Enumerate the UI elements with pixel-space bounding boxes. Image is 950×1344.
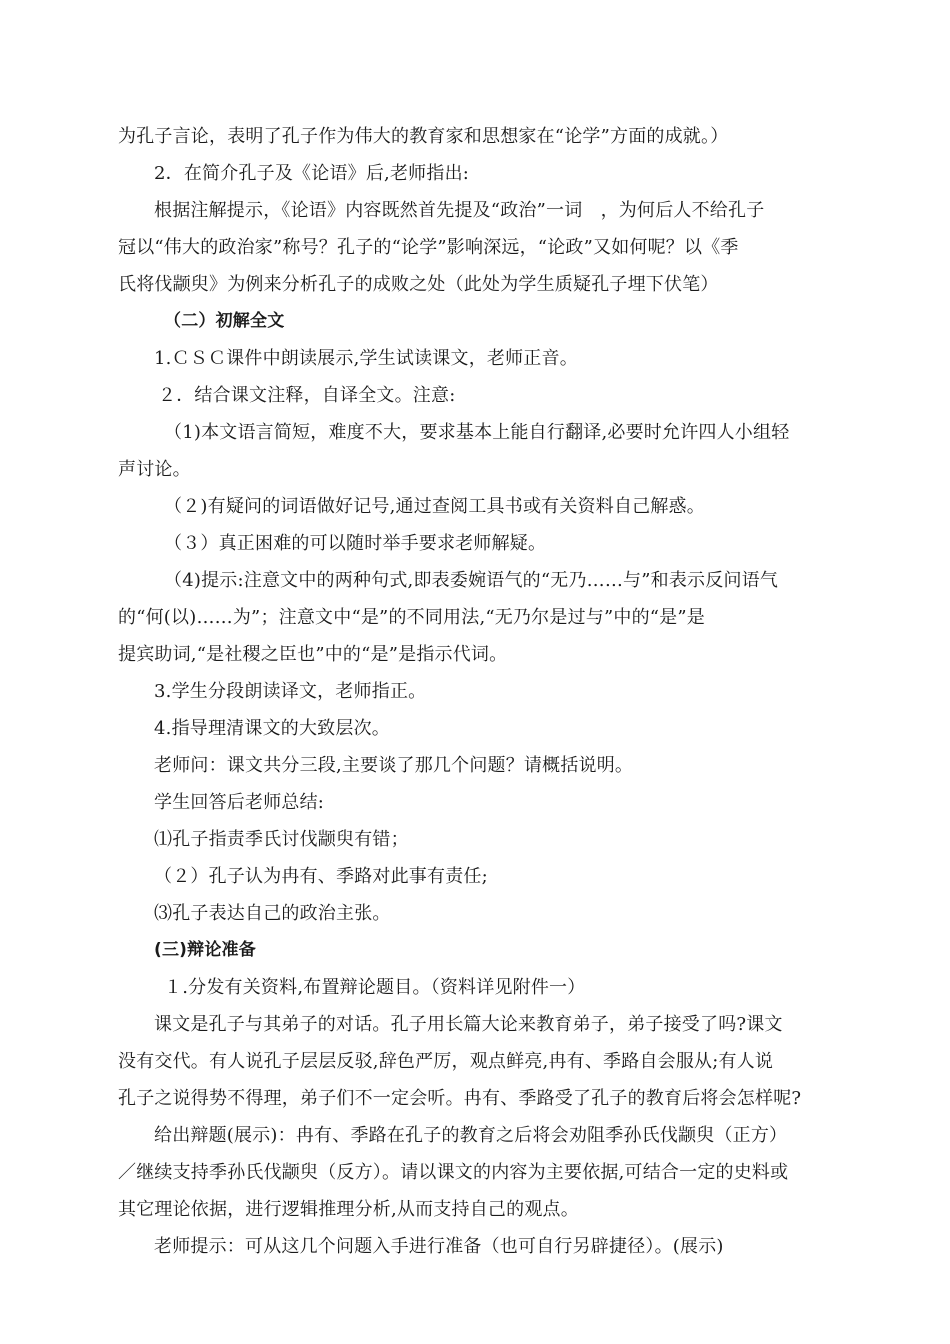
paragraph-line: 老师问：课文共分三段,主要谈了那几个问题？请概括说明。 xyxy=(154,755,634,776)
paragraph-line: 3.学生分段朗读译文，老师指正。 xyxy=(154,681,427,702)
paragraph-line: 根据注解提示，《论语》内容既然首先提及“政治”一词 ，为何后人不给孔子 xyxy=(154,200,765,221)
paragraph-line: 2．在简介孔子及《论语》后,老师指出: xyxy=(154,163,470,184)
paragraph-line: ／继续支持季孙氏伐颛臾（反方）。请以课文的内容为主要依据,可结合一定的史料或 xyxy=(118,1162,789,1183)
paragraph-line: 声讨论。 xyxy=(118,459,191,480)
paragraph-line: 提宾助词,“是社稷之臣也”中的“是”是指示代词。 xyxy=(118,644,508,665)
paragraph-line: 氏将伐颛臾》为例来分析孔子的成败之处（此处为学生质疑孔子埋下伏笔） xyxy=(118,274,719,295)
paragraph-line: 没有交代。有人说孔子层层反驳,辞色严厉，观点鲜亮,冉有、季路自会服从;有人说 xyxy=(118,1051,774,1072)
paragraph-line: ⑶孔子表达自己的政治主张。 xyxy=(154,903,391,924)
paragraph-line: ２．结合课文注释，自译全文。注意: xyxy=(158,385,456,406)
paragraph-line: 学生回答后老师总结: xyxy=(154,792,325,813)
paragraph-line: 为孔子言论，表明了孔子作为伟大的教育家和思想家在“论学”方面的成就。） xyxy=(118,126,729,147)
paragraph-line: （２)有疑问的词语做好记号,通过查阅工具书或有关资料自己解惑。 xyxy=(164,496,705,517)
paragraph-line: 课文是孔子与其弟子的对话。孔子用长篇大论来教育弟子，弟子接受了吗?课文 xyxy=(154,1014,783,1035)
paragraph-line: 的“何(以)……为”；注意文中“是”的不同用法,“无乃尔是过与”中的“是”是 xyxy=(118,607,705,628)
paragraph-line: 其它理论依据，进行逻辑推理分析,从而支持自己的观点。 xyxy=(118,1199,579,1220)
paragraph-line: （２）孔子认为冉有、季路对此事有责任; xyxy=(154,866,488,887)
document-body xyxy=(118,118,838,1265)
paragraph-line: 冠以“伟大的政治家”称号？孔子的“论学”影响深远，“论政”又如何呢？以《季 xyxy=(118,237,739,258)
section-heading: (三)辩论准备 xyxy=(154,940,256,960)
paragraph-line: 老师提示：可从这几个问题入手进行准备（也可自行另辟捷径）。(展示) xyxy=(154,1236,724,1257)
paragraph-line: 4.指导理清课文的大致层次。 xyxy=(154,718,390,739)
paragraph-line: （4)提示:注意文中的两种句式,即表委婉语气的“无乃……与”和表示反问语气 xyxy=(164,570,779,591)
paragraph-line: （1)本文语言简短，难度不大，要求基本上能自行翻译,必要时允许四人小组轻 xyxy=(164,422,790,443)
paragraph-line: 1.ＣＳＣ课件中朗读展示,学生试读课文，老师正音。 xyxy=(154,348,578,369)
section-heading: （二）初解全文 xyxy=(164,311,285,331)
paragraph-line: １.分发有关资料,布置辩论题目。（资料详见附件一） xyxy=(164,977,586,998)
paragraph-line: 孔子之说得势不得理，弟子们不一定会听。冉有、季路受了孔子的教育后将会怎样呢? xyxy=(118,1088,802,1109)
paragraph-line: ⑴孔子指责季氏讨伐颛臾有错； xyxy=(154,829,409,850)
paragraph-line: （３）真正困难的可以随时举手要求老师解疑。 xyxy=(164,533,547,554)
paragraph-line: 给出辩题(展示)：冉有、季路在孔子的教育之后将会劝阻季孙氏伐颛臾（正方） xyxy=(154,1125,788,1146)
